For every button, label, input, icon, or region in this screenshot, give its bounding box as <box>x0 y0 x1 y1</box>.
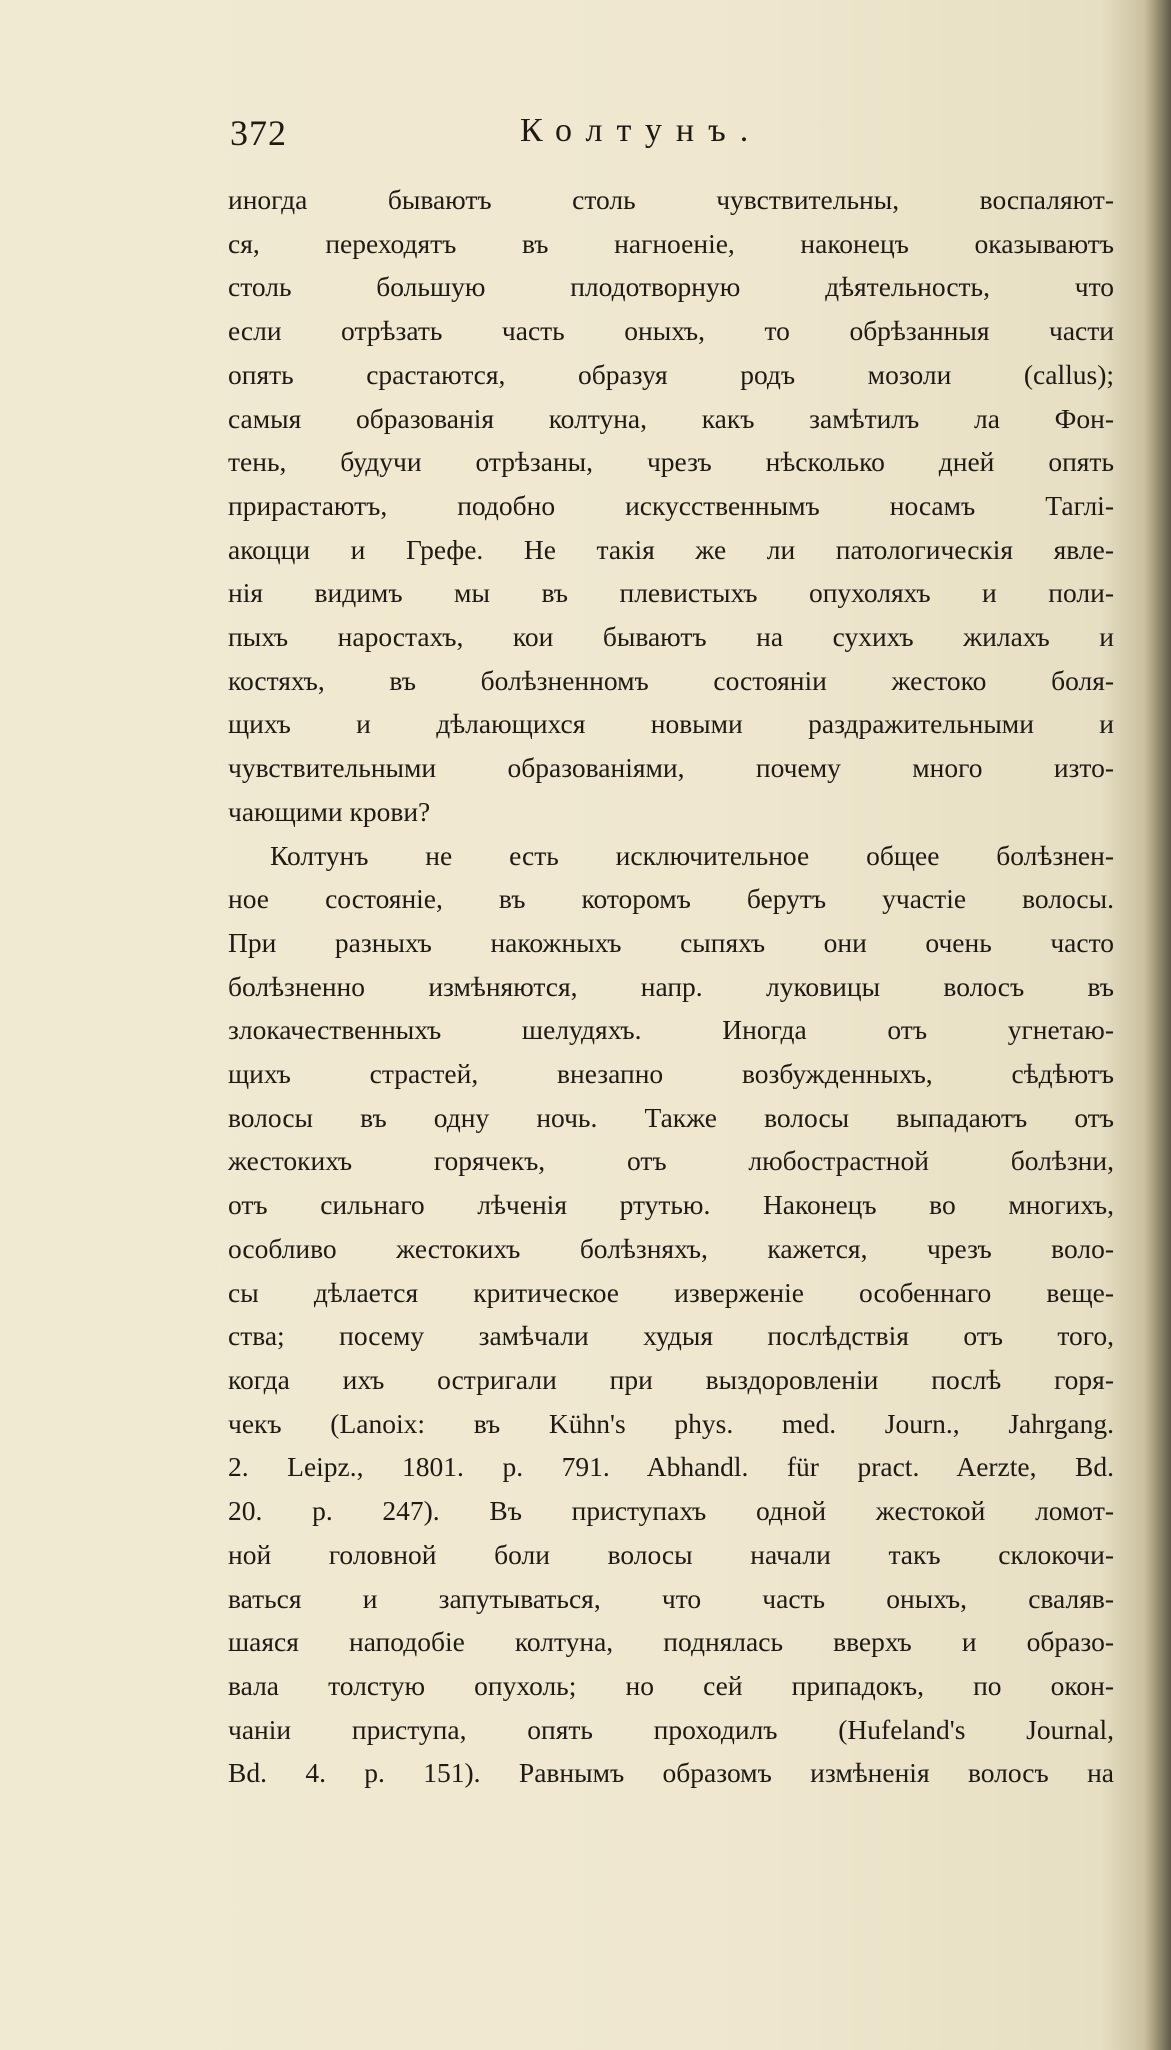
text-line: опять срастаются, образуя родъ мозоли (callus); <box>228 358 1114 390</box>
text-line: щихъ и дѣлающихся новыми раздражительными и <box>228 708 1114 740</box>
page-number: 372 <box>230 113 287 153</box>
text-line: чаніи приступа, опять проходилъ (Hufeland's Journal, <box>228 1713 1114 1745</box>
text-line: сы дѣлается критическое изверженіе особеннаго веще- <box>228 1276 1114 1308</box>
text-line: акоцци и Грефе. Не такія же ли патологическія явле- <box>228 533 1114 565</box>
text-line: ства; посему замѣчали худыя послѣдствія отъ того, <box>228 1320 1114 1352</box>
text-line: пыхъ наростахъ, кои бываютъ на сухихъ жилахъ и <box>228 621 1114 653</box>
text-line: ное состояніе, въ которомъ берутъ участіе волосы. <box>228 883 1114 915</box>
text-line: особливо жестокихъ болѣзняхъ, кажется, чрезъ воло- <box>228 1232 1114 1264</box>
text-line: отъ сильнаго лѣченія ртутью. Наконецъ во многихъ, <box>228 1189 1114 1221</box>
text-line: Колтунъ не есть исключительное общее болѣзнен- <box>270 839 1114 871</box>
text-line: самыя образованія колтуна, какъ замѣтилъ ла Фон- <box>228 402 1114 434</box>
text-line: чувствительными образованіями, почему много изто- <box>228 752 1114 784</box>
page-header <box>230 112 1110 172</box>
text-line: болѣзненно измѣняются, напр. луковицы волосъ въ <box>228 970 1114 1002</box>
text-line: 20. p. 247). Въ приступахъ одной жестокой ломот- <box>228 1495 1114 1527</box>
book-spine-edge <box>1145 0 1171 2050</box>
text-line: жестокихъ горячекъ, отъ любострастной болѣзни, <box>228 1145 1114 1177</box>
text-line: злокачественныхъ шелудяхъ. Иногда отъ угнетаю- <box>228 1014 1114 1046</box>
text-line: когда ихъ остригали при выздоровленіи послѣ горя- <box>228 1363 1114 1395</box>
text-line: ваться и запутываться, что часть оныхъ, сваляв- <box>228 1582 1114 1614</box>
text-line: 2. Leipz., 1801. p. 791. Abhandl. für pract. Aerzte, Bd. <box>228 1451 1114 1483</box>
running-title: Колтунъ. <box>520 112 763 149</box>
text-line: шаяся наподобіе колтуна, поднялась вверхъ и образо- <box>228 1626 1114 1658</box>
text-line: столь большую плодотворную дѣятельность, что <box>228 271 1114 303</box>
body-text <box>228 178 1114 1795</box>
text-line: вала толстую опухоль; но сей припадокъ, по окон- <box>228 1669 1114 1701</box>
text-line: чающими крови? <box>228 795 431 827</box>
text-line: прирастаютъ, подобно искусственнымъ носамъ Таглі- <box>228 489 1114 521</box>
text-line: тень, будучи отрѣзаны, чрезъ нѣсколько дней опять <box>228 446 1114 478</box>
text-line: иногда бываютъ столь чувствительны, воспаляют- <box>228 184 1114 215</box>
text-line: щихъ страстей, внезапно возбужденныхъ, сѣдѣютъ <box>228 1058 1114 1090</box>
text-line: если отрѣзать часть оныхъ, то обрѣзанныя части <box>228 315 1114 347</box>
text-line: Bd. 4. p. 151). Равнымъ образомъ измѣненія волосъ на <box>228 1757 1114 1789</box>
text-line: ной головной боли волосы начали такъ склокочи- <box>228 1538 1114 1570</box>
text-line: костяхъ, въ болѣзненномъ состояніи жестоко боля- <box>228 664 1114 696</box>
text-line: ся, переходятъ въ нагноеніе, наконецъ оказываютъ <box>228 227 1114 259</box>
text-line: нія видимъ мы въ плевистыхъ опухоляхъ и поли- <box>228 577 1114 609</box>
text-line: волосы въ одну ночь. Также волосы выпадаютъ отъ <box>228 1101 1114 1133</box>
text-line: чекъ (Lanoix: въ Kühn's phys. med. Journ., Jahrgang. <box>228 1407 1114 1439</box>
text-line: При разныхъ накожныхъ сыпяхъ они очень часто <box>228 926 1114 958</box>
